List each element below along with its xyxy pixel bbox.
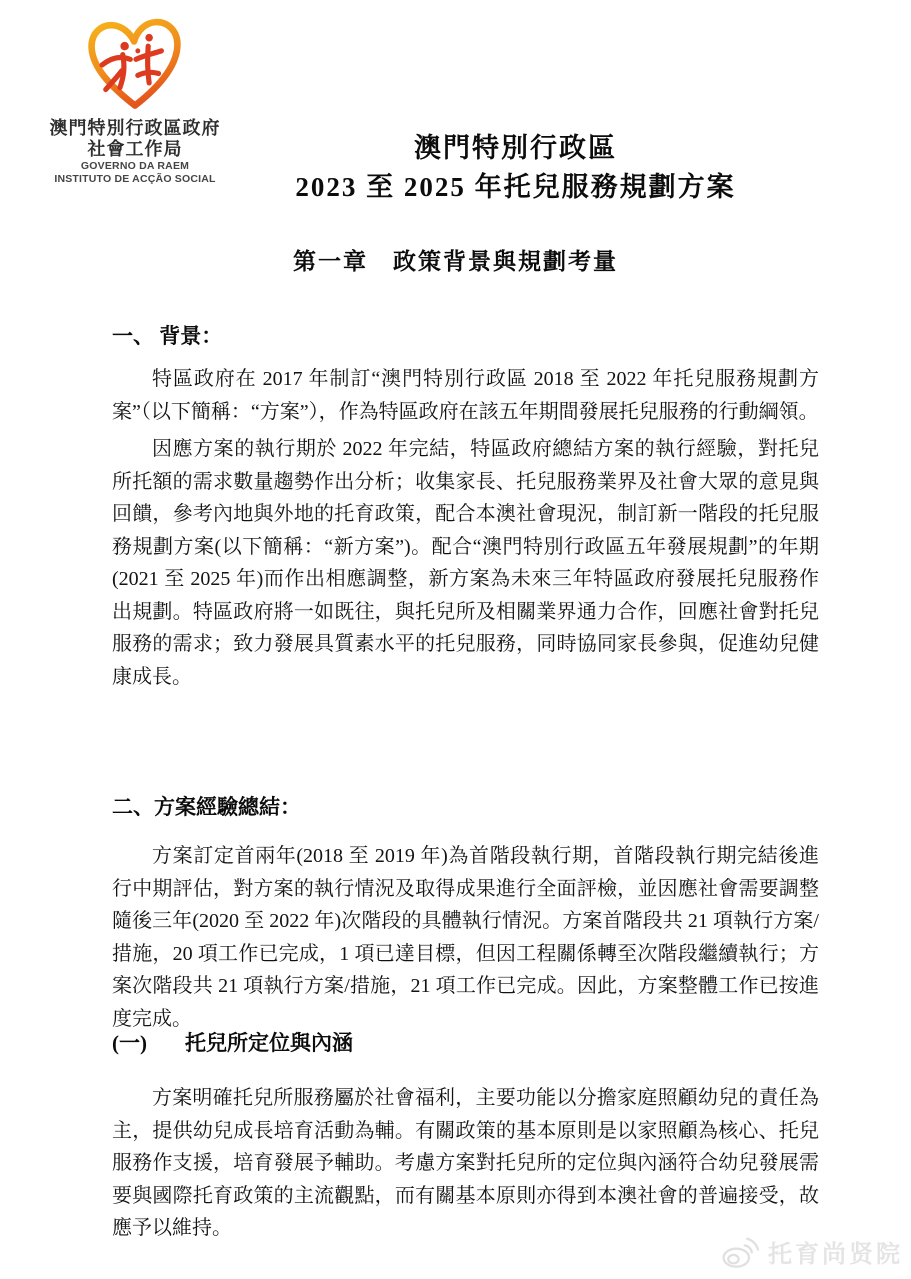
org-name-pt-line2: INSTITUTO DE ACÇÃO SOCIAL — [54, 172, 216, 185]
chapter-heading: 第一章 政策背景與規劃考量 — [293, 249, 618, 274]
weibo-icon — [721, 1235, 761, 1269]
org-name-cn-line1: 澳門特別行政區政府 — [49, 118, 221, 138]
section2-paragraph-1: 方案訂定首兩年(2018 至 2019 年)為首階段執行期，首階段執行期完結後進行中期評估，對方案的執行情況及取得成果進行全面評檢，並因應社會需要調整隨後三年(2020 至 2022 年)次階段的具體執行情況。方案首階段共 21 項執行方案/措施，20 項工作已完成，1 項已達目標，但因工程關係轉至次階段繼續執行；方案次階段共 21 項執行方案/措施，21 項工作已完成。因此，方案整體工作已按進度完成。 — [112, 845, 819, 1030]
org-name-cn-line2: 社會工作局 — [87, 139, 183, 159]
subsection1-title: 托兒所定位與內涵 — [185, 1031, 353, 1055]
document-title-line1: 澳門特別行政區 — [414, 133, 617, 163]
subsection-positioning — [112, 1030, 819, 1250]
subsection1-number: (一) — [112, 1031, 147, 1055]
subsection1-paragraph-1: 方案明確托兒所服務屬於社會福利，主要功能以分擔家庭照顧幼兒的責任為主，提供幼兒成長培育活動為輔。有關政策的基本原則是以家照顧為核心、托兒服務作支援，培育發展予輔助。考慮方案對托兒所的定位與內涵符合幼兒發展需要與國際托育政策的主流觀點，而有關基本原則亦得到本澳社會的普遍接受，故應予以維持。 — [112, 1087, 819, 1239]
section-experience-summary — [112, 794, 819, 1040]
watermark — [721, 1234, 903, 1269]
document-title — [120, 129, 911, 207]
section1-paragraph-1: 特區政府在 2017 年制訂“澳門特別行政區 2018 至 2022 年托兒服務規劃方案”（以下簡稱：“方案”），作為特區政府在該五年期間發展托兒服務的行動綱領。 — [112, 368, 819, 423]
watermark-label: 托育尚贤院 — [768, 1241, 903, 1268]
document-title-line2: 2023 至 2025 年托兒服務規劃方案 — [295, 172, 736, 202]
heart-logo-icon — [83, 16, 187, 114]
section1-paragraph-2: 因應方案的執行期於 2022 年完結，特區政府總結方案的執行經驗，對托兒所托額的需求數量趨勢作出分析；收集家長、托兒服務業界及社會大眾的意見與回饋，參考內地與外地的托育政策，配合本澳社會現況，制訂新一階段的托兒服務規劃方案(以下簡稱：“新方案”)。配合“澳門特別行政區五年發展規劃”的年期(2021 至 2025 年)而作出相應調整，新方案為未來三年特區政府發展托兒服務作出規劃。特區政府將一如既往，與托兒所及相關業界通力合作，回應社會對托兒服務的需求；致力發展具質素水平的托兒服務，同時協同家長參與，促進幼兒健康成長。 — [112, 438, 819, 688]
section-background — [112, 323, 819, 698]
section1-heading: 一、 背景： — [112, 324, 223, 348]
section2-heading: 二、方案經驗總結： — [112, 795, 301, 819]
org-name-pt-line1: GOVERNO DA RAEM — [80, 160, 190, 172]
subsection1-heading — [112, 1030, 819, 1056]
